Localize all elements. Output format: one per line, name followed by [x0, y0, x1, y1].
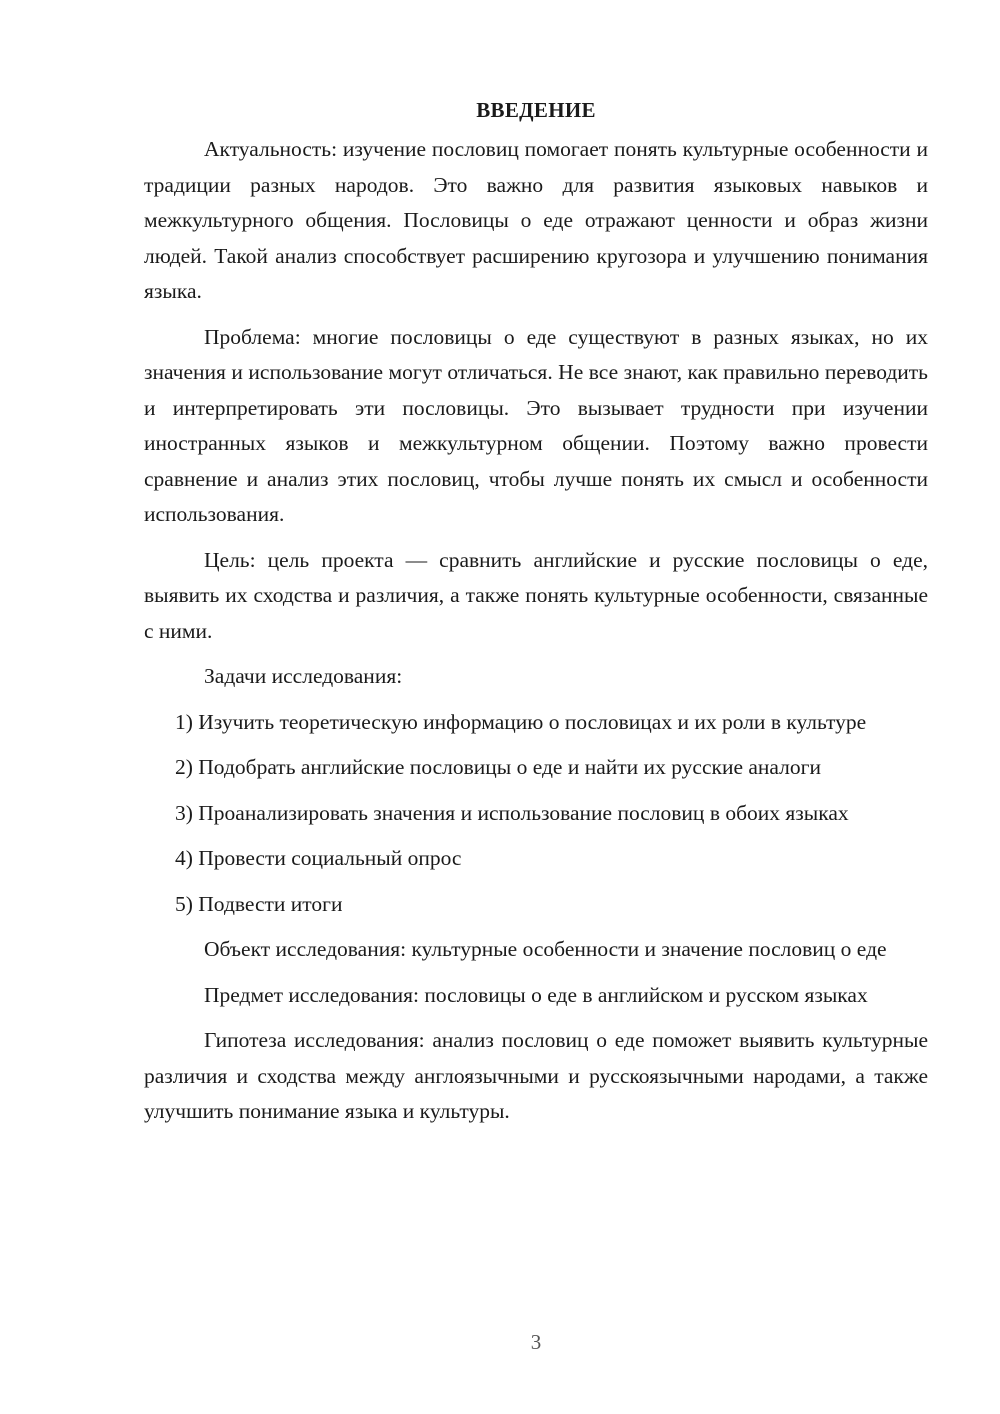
goal-paragraph: Цель: цель проекта — сравнить английские и русские пословицы о еде, выявить их сходства и различия, а также понять культурные особенности, связанные с ними. [144, 547, 928, 643]
task-item-1: 1) Изучить теоретическую информацию о пословицах и их роли в культуре [175, 709, 867, 734]
section-title: ВВЕДЕНИЕ [476, 98, 596, 122]
problem-paragraph: Проблема: многие пословицы о еде существуют в разных языках, но их значения и использование могут отличаться. Не все знают, как правильно переводить и интерпретировать эти пословицы. Это вызывает трудности при изучении иностранных языков и межкультурном общении. Поэтому важно провести сравнение и анализ этих пословиц, чтобы лучше понять их смысл и особенности использования. [144, 324, 928, 526]
page-number: 3 [530, 1330, 542, 1354]
object-paragraph: Объект исследования: культурные особенности и значение пословиц о еде [204, 937, 887, 961]
task-item-5: 5) Подвести итоги [175, 891, 343, 916]
document-page [144, 92, 928, 1140]
task-item-2: 2) Подобрать английские пословицы о еде и найти их русские аналоги [175, 755, 821, 779]
hypothesis-paragraph: Гипотеза исследования: анализ пословиц о еде поможет выявить культурные различия и сходства между англоязычными и русскоязычными народами, а также улучшить понимание языка и культуры. [144, 1028, 928, 1123]
task-item-4: 4) Провести социальный опрос [175, 846, 462, 870]
relevance-paragraph: Актуальность: изучение пословиц помогает понять культурные особенности и традиции разных народов. Это важно для развития языковых навыков и межкультурного общения. Пословицы о еде отражают ценности и образ жизни людей. Такой анализ способствует расширению кругозора и улучшению понимания языка. [144, 137, 928, 303]
tasks-heading: Задачи исследования: [204, 664, 403, 688]
task-item-3: 3) Проанализировать значения и использование пословиц в обоих языках [175, 800, 849, 825]
subject-paragraph: Предмет исследования: пословицы о еде в английском и русском языках [204, 982, 868, 1007]
